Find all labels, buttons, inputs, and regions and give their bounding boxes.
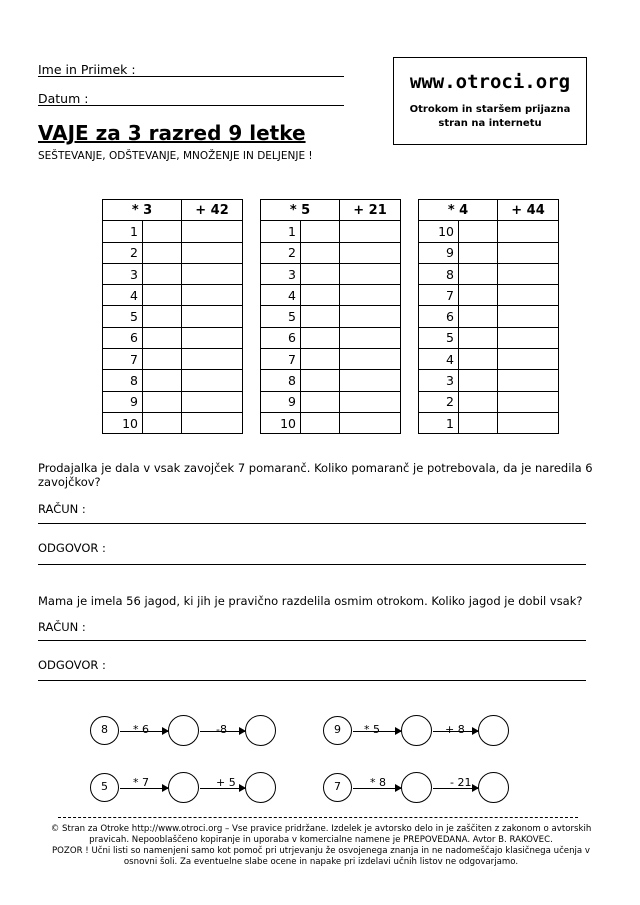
table-row (103, 263, 243, 284)
footer-copyright (40, 824, 602, 868)
logo-url: www.otroci.org (409, 71, 571, 93)
chain-start-circle: 9 (323, 716, 352, 745)
table-row (261, 349, 401, 370)
row-number: 2 (419, 391, 459, 412)
row-number: 2 (103, 242, 143, 263)
multiply-answer-cell[interactable] (459, 306, 498, 327)
word-problem-2: Mama je imela 56 jagod, ki jih je pravično razdelila osmim otrokom. Koliko jagod je dobil vsak? (38, 594, 583, 608)
calc-answer-line-2[interactable] (38, 640, 586, 641)
row-number: 6 (419, 306, 459, 327)
table-row (261, 327, 401, 348)
date-field-label: Datum : (38, 91, 89, 106)
multiply-answer-cell[interactable] (143, 242, 182, 263)
multiply-answer-cell[interactable] (459, 242, 498, 263)
multiply-answer-cell[interactable] (301, 285, 340, 306)
add-answer-cell[interactable] (340, 391, 401, 412)
footer-divider (58, 817, 578, 818)
table-row (419, 349, 559, 370)
row-number: 5 (261, 306, 301, 327)
table-row (419, 327, 559, 348)
table-header-add: + 44 (498, 200, 559, 221)
table-row (103, 285, 243, 306)
add-answer-cell[interactable] (182, 285, 243, 306)
add-answer-cell[interactable] (498, 263, 559, 284)
add-answer-cell[interactable] (182, 370, 243, 391)
add-answer-cell[interactable] (182, 263, 243, 284)
logo-tagline (394, 103, 586, 131)
logo-tagline-line1: Otrokom in staršem prijazna (409, 104, 571, 115)
row-number: 3 (419, 370, 459, 391)
add-answer-cell[interactable] (498, 327, 559, 348)
multiply-answer-cell[interactable] (301, 263, 340, 284)
add-answer-cell[interactable] (182, 412, 243, 433)
answer-line-1[interactable] (38, 564, 586, 565)
word-problem-1: Prodajalka je dala v vsak zavojček 7 pomaranč. Koliko pomaranč je potrebovala, da je naredila 6 zavojčkov? (38, 461, 593, 489)
table-header-add: + 42 (182, 200, 243, 221)
chain-start-circle: 8 (90, 716, 119, 745)
add-answer-cell[interactable] (340, 327, 401, 348)
chain-operation: * 8 (370, 776, 386, 789)
table-row (261, 285, 401, 306)
page-subtitle: SEŠTEVANJE, ODŠTEVANJE, MNOŽENJE IN DELJENJE ! (38, 150, 313, 162)
add-answer-cell[interactable] (340, 412, 401, 433)
exercise-table-1 (102, 199, 243, 434)
table-row (103, 242, 243, 263)
add-answer-cell[interactable] (340, 370, 401, 391)
calc-label-1: RAČUN : (38, 502, 86, 516)
table-row (103, 412, 243, 433)
row-number: 1 (419, 412, 459, 433)
table-row (261, 370, 401, 391)
logo-box (393, 57, 587, 145)
add-answer-cell[interactable] (498, 242, 559, 263)
chain-answer-circle[interactable] (245, 715, 276, 746)
row-number: 5 (103, 306, 143, 327)
row-number: 9 (419, 242, 459, 263)
table-row (419, 242, 559, 263)
multiply-answer-cell[interactable] (143, 327, 182, 348)
add-answer-cell[interactable] (340, 349, 401, 370)
table-row (419, 306, 559, 327)
table-row (103, 221, 243, 242)
multiply-answer-cell[interactable] (301, 391, 340, 412)
footer-line-3: POZOR ! Učni listi so namenjeni samo kot pomoč pri utrjevanju že osvojenega znanja in ne nadomeščajo klasičnega učenja v (51, 846, 591, 856)
row-number: 4 (103, 285, 143, 306)
exercise-table-2 (260, 199, 401, 434)
exercise-table-3 (418, 199, 559, 434)
row-number: 8 (419, 263, 459, 284)
chain-operation: * 7 (133, 776, 149, 789)
chain-answer-circle[interactable] (478, 715, 509, 746)
add-answer-cell[interactable] (340, 242, 401, 263)
add-answer-cell[interactable] (182, 349, 243, 370)
chain-operation: + 5 (216, 776, 236, 789)
row-number: 4 (419, 349, 459, 370)
table-row (419, 221, 559, 242)
table-header-multiply: * 5 (261, 200, 340, 221)
row-number: 1 (103, 221, 143, 242)
chain-start-circle: 7 (323, 773, 352, 802)
row-number: 4 (261, 285, 301, 306)
multiply-answer-cell[interactable] (459, 221, 498, 242)
answer-label-2: ODGOVOR : (38, 658, 106, 672)
add-answer-cell[interactable] (498, 349, 559, 370)
table-row (419, 263, 559, 284)
add-answer-cell[interactable] (498, 221, 559, 242)
add-answer-cell[interactable] (340, 263, 401, 284)
row-number: 6 (261, 327, 301, 348)
multiply-answer-cell[interactable] (301, 327, 340, 348)
row-number: 10 (103, 412, 143, 433)
table-row (103, 306, 243, 327)
add-answer-cell[interactable] (498, 306, 559, 327)
multiply-answer-cell[interactable] (459, 412, 498, 433)
table-row (103, 349, 243, 370)
multiply-answer-cell[interactable] (301, 242, 340, 263)
chain-operation: + 8 (445, 723, 465, 736)
add-answer-cell[interactable] (340, 285, 401, 306)
table-row (103, 327, 243, 348)
add-answer-cell[interactable] (340, 306, 401, 327)
multiply-answer-cell[interactable] (301, 370, 340, 391)
multiply-answer-cell[interactable] (301, 221, 340, 242)
calc-label-2: RAČUN : (38, 620, 86, 634)
chain-start-circle: 5 (90, 773, 119, 802)
name-field-label: Ime in Priimek : (38, 62, 136, 77)
multiply-answer-cell[interactable] (459, 349, 498, 370)
page-title: VAJE za 3 razred 9 letke (38, 121, 306, 145)
chain-answer-circle[interactable] (168, 715, 199, 746)
table-row (261, 306, 401, 327)
add-answer-cell[interactable] (182, 327, 243, 348)
chain-answer-circle[interactable] (401, 772, 432, 803)
multiply-answer-cell[interactable] (459, 263, 498, 284)
add-answer-cell[interactable] (498, 391, 559, 412)
multiply-answer-cell[interactable] (459, 391, 498, 412)
chain-answer-circle[interactable] (478, 772, 509, 803)
row-number: 8 (103, 370, 143, 391)
row-number: 8 (261, 370, 301, 391)
multiply-answer-cell[interactable] (301, 412, 340, 433)
chain-operation: - 21 (450, 776, 472, 789)
add-answer-cell[interactable] (182, 221, 243, 242)
multiply-answer-cell[interactable] (459, 327, 498, 348)
multiply-answer-cell[interactable] (301, 306, 340, 327)
footer-line-1: © Stran za Otroke http://www.otroci.org – Vse pravice pridržane. Izdelek je avtorsko delo in je zaščiten z zakonom o avtorskih (50, 824, 592, 834)
table-row (261, 391, 401, 412)
row-number: 5 (419, 327, 459, 348)
date-field-line[interactable] (38, 105, 344, 106)
row-number: 7 (419, 285, 459, 306)
add-answer-cell[interactable] (498, 370, 559, 391)
table-row (103, 391, 243, 412)
row-number: 9 (261, 391, 301, 412)
multiply-answer-cell[interactable] (143, 391, 182, 412)
table-row (419, 285, 559, 306)
multiply-answer-cell[interactable] (459, 285, 498, 306)
multiply-answer-cell[interactable] (459, 370, 498, 391)
row-number: 2 (261, 242, 301, 263)
multiply-answer-cell[interactable] (143, 349, 182, 370)
table-header-multiply: * 4 (419, 200, 498, 221)
table-row (261, 221, 401, 242)
row-number: 9 (103, 391, 143, 412)
answer-line-2[interactable] (38, 680, 586, 681)
row-number: 6 (103, 327, 143, 348)
footer-line-2: pravicah. Nepooblaščeno kopiranje in uporaba v komercialne namene je PREPOVEDANA. Avtor B. RAKOVEC. (89, 835, 553, 845)
multiply-answer-cell[interactable] (301, 349, 340, 370)
table-row (419, 412, 559, 433)
add-answer-cell[interactable] (182, 306, 243, 327)
table-header-add: + 21 (340, 200, 401, 221)
row-number: 3 (261, 263, 301, 284)
table-row (261, 242, 401, 263)
add-answer-cell[interactable] (498, 412, 559, 433)
table-row (419, 391, 559, 412)
multiply-answer-cell[interactable] (143, 285, 182, 306)
multiply-answer-cell[interactable] (143, 370, 182, 391)
chain-answer-circle[interactable] (401, 715, 432, 746)
add-answer-cell[interactable] (182, 242, 243, 263)
row-number: 1 (261, 221, 301, 242)
add-answer-cell[interactable] (498, 285, 559, 306)
table-header-multiply: * 3 (103, 200, 182, 221)
row-number: 3 (103, 263, 143, 284)
logo-tagline-line2: stran na internetu (438, 118, 542, 129)
multiply-answer-cell[interactable] (143, 412, 182, 433)
add-answer-cell[interactable] (182, 391, 243, 412)
chain-operation: * 5 (364, 723, 380, 736)
chain-answer-circle[interactable] (245, 772, 276, 803)
multiply-answer-cell[interactable] (143, 306, 182, 327)
chain-answer-circle[interactable] (168, 772, 199, 803)
row-number: 7 (261, 349, 301, 370)
multiply-answer-cell[interactable] (143, 263, 182, 284)
table-row (261, 263, 401, 284)
chain-operation: * 6 (133, 723, 149, 736)
multiply-answer-cell[interactable] (143, 221, 182, 242)
row-number: 7 (103, 349, 143, 370)
add-answer-cell[interactable] (340, 221, 401, 242)
row-number: 10 (419, 221, 459, 242)
row-number: 10 (261, 412, 301, 433)
name-field-line[interactable] (38, 76, 344, 77)
table-row (419, 370, 559, 391)
table-row (103, 370, 243, 391)
footer-line-4: osnovni šoli. Za eventuelne slabe ocene in napake pri izdelavi učnih listov ne odgovarjamo. (123, 857, 519, 867)
chain-operation: -8 (216, 723, 227, 736)
table-row (261, 412, 401, 433)
answer-label-1: ODGOVOR : (38, 541, 106, 555)
calc-answer-line-1[interactable] (38, 523, 586, 524)
